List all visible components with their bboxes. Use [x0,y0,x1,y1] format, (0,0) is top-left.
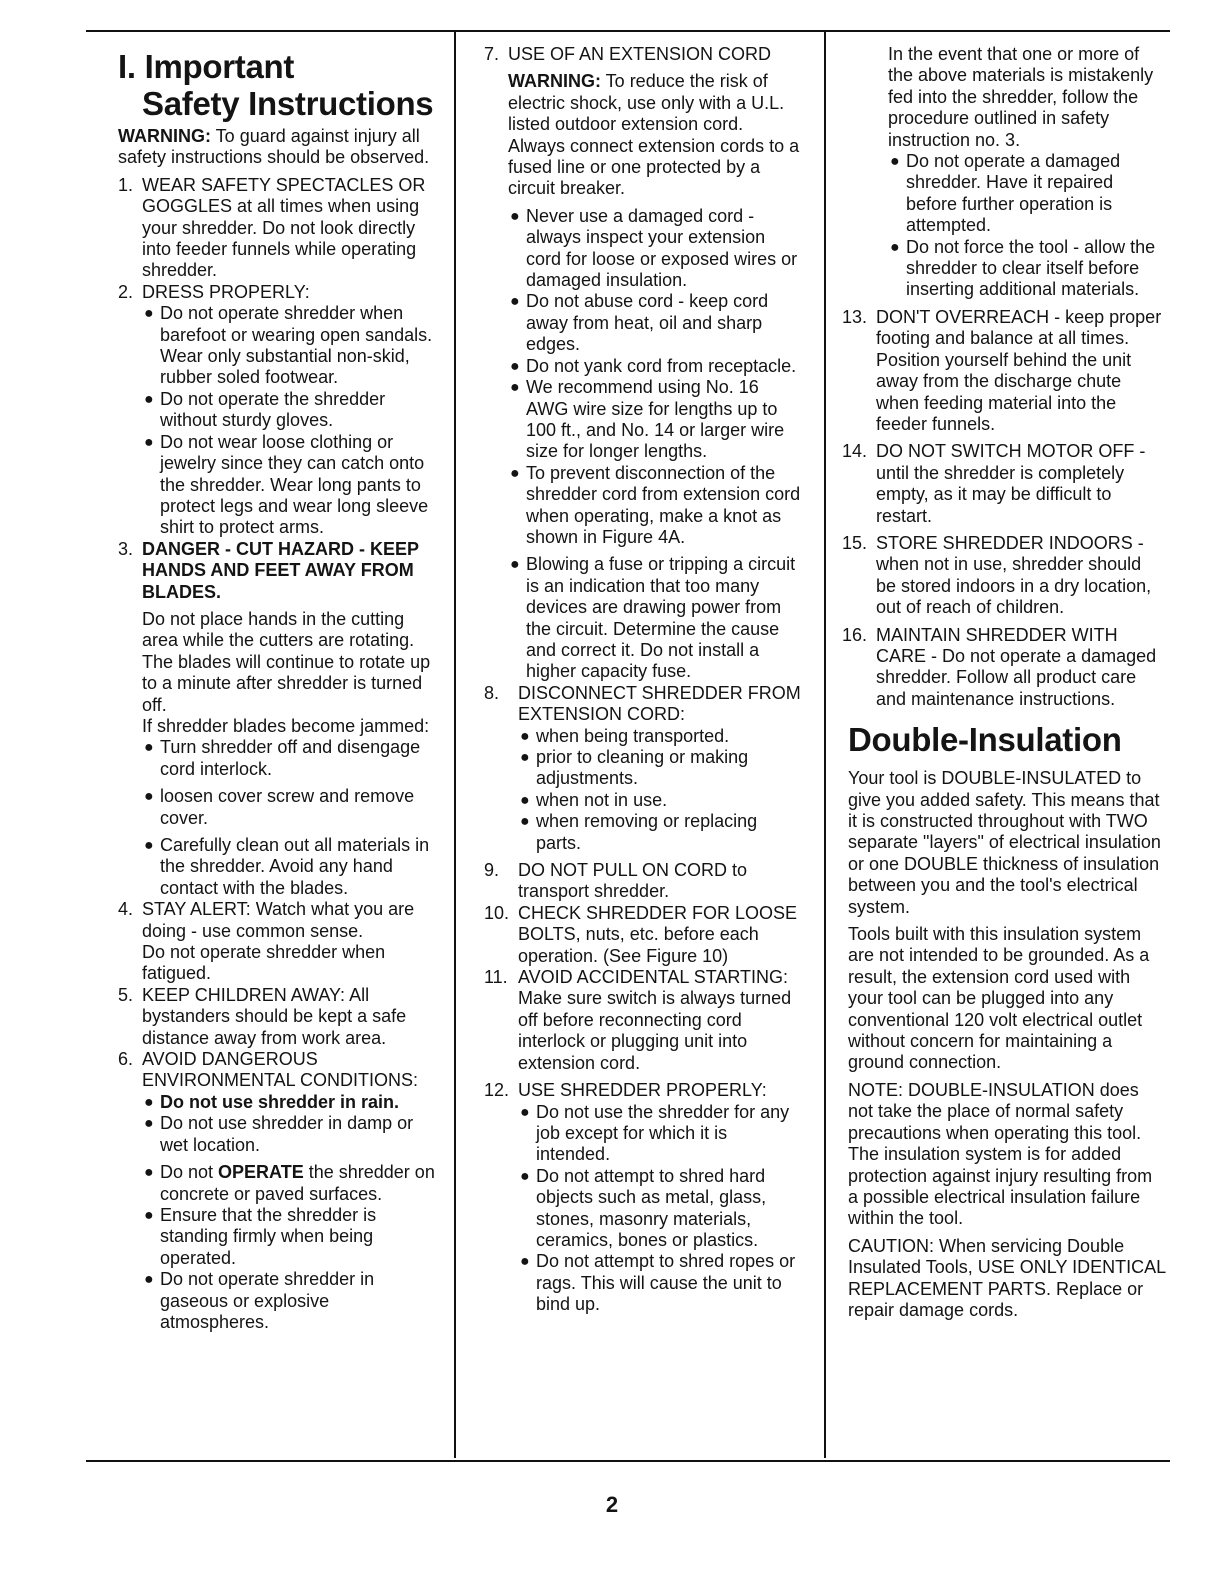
bullet-text: To prevent disconnection of the shredder cord from extension cord when operating, make a knot as shown in Figure 4A. [526,462,801,547]
item-number: 15. [842,532,868,553]
caution-paragraph: CAUTION: When servicing Double Insulated Tools, USE ONLY IDENTICAL REPLACEMENT PARTS. Replace or repair damage cords. [848,1235,1166,1320]
double-insulation-heading: Double-Insulation [848,721,1122,759]
paragraph: Do not operate shredder when fatigued. [142,942,386,984]
bullet: ● prior to cleaning or making adjustments. [520,747,749,789]
paragraph [508,71,804,199]
item-number: 7. [484,44,500,64]
title-line-1: I. Important [118,48,295,85]
bullet-text: Do not operate shredder when barefoot or wearing open sandals. Wear only substantial non-skid, rubber soled footwear. [160,303,433,388]
bullet-text: when not in use. [536,789,668,810]
instruction-6 [118,1049,440,1333]
item-number: 11. [484,967,508,988]
warning-text: To guard against injury all safety instructions should be observed. [118,126,430,168]
warning-intro [118,126,440,169]
bullet-text: Do not use shredder in damp or wet location. [160,1113,414,1155]
bullet: ● Do not operate shredder in gaseous or explosive atmospheres. [144,1269,375,1332]
bullet: ● Do not attempt to shred ropes or rags. This will cause the unit to bind up. [520,1251,796,1315]
warning-text: To reduce the risk of electric shock, use only with a U.L. listed outdoor extension cord. Always connect extension cords to a fused line or one protected by a circuit breaker. [508,71,800,199]
bullet-text: We recommend using No. 16 AWG wire size for lengths up to 100 ft., and No. 14 or larger wire size for longer lengths. [526,377,785,462]
bullet-text: Do not operate the shredder without sturdy gloves. [160,388,386,431]
bullet-text: Do not use the shredder for any job except for which it is intended. [536,1101,790,1165]
bullet-text: the shredder on concrete or paved surfaces. [160,1162,435,1204]
bullet: ● Do not operate shredder when barefoot or wearing open sandals. Wear only substantial non-skid, rubber soled footwear. [144,303,433,388]
paragraph: If shredder blades become jammed: [142,715,430,736]
bullet-text: Do not attempt to shred ropes or rags. This will cause the unit to bind up. [536,1251,796,1315]
instruction-10 [484,903,804,967]
item-number: 16. [842,624,868,645]
bullet-text: prior to cleaning or making adjustments. [536,747,749,789]
bullet: ● To prevent disconnection of the shredder cord from extension cord when operating, make a knot as shown in Figure 4A. [510,462,801,547]
bullet: ● We recommend using No. 16 AWG wire size for lengths up to 100 ft., and No. 14 or larger wire size for longer lengths. [510,377,785,462]
item-text: STORE SHREDDER INDOORS - when not in use, shredder should be stored indoors in a dry location, out of reach of children. [876,532,1152,618]
item-text: USE OF AN EXTENSION CORD [508,44,772,64]
column-1 [118,44,440,1333]
paragraph: In the event that one or more of the above materials is mistakenly fed into the shredder, follow the procedure outlined in safety instruction no. 3. [888,44,1154,150]
bullet: ● Turn shredder off and disengage cord interlock. [144,737,421,779]
item-number: 14. [842,441,868,462]
bullet-text: when being transported. [536,725,730,746]
bullet: ● Do not abuse cord - keep cord away from heat, oil and sharp edges. [510,291,769,355]
item-number: 6. [118,1049,134,1070]
bullet-text: Never use a damaged cord - always inspect your extension cord for loose or exposed wires or damaged insulation. [526,205,798,291]
item-text: STAY ALERT: Watch what you are doing - use common sense. [142,899,415,941]
instruction-8 [484,683,804,854]
item-text: DANGER - CUT HAZARD - KEEP HANDS AND FEET AWAY FROM BLADES. [142,538,419,602]
instruction-11 [484,967,804,1074]
bullet-text: Do not wear loose clothing or jewelry since they can catch onto the shredder. Wear long pants to protect legs and wear long sleeve shirt to protect arms. [160,431,429,538]
paragraph: Do not place hands in the cutting area while the cutters are rotating. The blades will continue to rotate up to a minute after shredder is turned off. [142,608,431,715]
bullet-text: Do not attempt to shred hard objects such as metal, glass, stones, masonry materials, ceramics, bones or plastics. [536,1165,767,1250]
warning-label: WARNING: [118,126,211,146]
bullet-text: Do not yank cord from receptacle. [526,355,797,376]
item-number: 10. [484,902,510,923]
bullet: ● Do not yank cord from receptacle. [510,355,797,376]
bullet: ● when not in use. [520,789,668,810]
instruction-5 [118,985,440,1049]
bullet: ● Do not use shredder in rain. [144,1091,400,1112]
item-text: DO NOT SWITCH MOTOR OFF - until the shredder is completely empty, as it may be difficult to restart. [876,441,1146,526]
continued-instruction-12 [842,44,1166,301]
bullet: ● when being transported. [520,725,730,746]
bullet-emphasis: OPERATE [218,1162,304,1183]
paragraph: Tools built with this insulation system are not intended to be grounded. As a result, the extension cord used with your tool can be plugged into any conventional 120 volt electrical outlet without concern for maintaining a ground connection. [848,924,1150,1073]
bullet: ● Carefully clean out all materials in the shredder. Avoid any hand contact with the blades. [144,835,430,898]
item-number: 9. [484,860,500,881]
section-title [118,48,440,122]
instruction-13 [842,307,1166,435]
instruction-14 [842,441,1166,527]
title-line-2: Safety Instructions [142,85,434,122]
item-text: DO NOT PULL ON CORD to transport shredder. [518,860,748,902]
bullet-text: Do not use shredder in rain. [160,1091,400,1112]
bullet-text: Ensure that the shredder is standing firmly when being operated. [160,1204,377,1268]
instruction-4 [118,899,440,985]
item-number: 3. [118,538,134,559]
column-2 [484,44,804,1316]
instruction-1 [118,175,440,282]
item-number: 2. [118,281,134,302]
item-number: 1. [118,174,134,195]
bullet-text: loosen cover screw and remove cover. [160,786,415,828]
item-number: 5. [118,984,134,1005]
item-number: 8. [484,682,500,703]
bullet: ● Never use a damaged cord - always inspect your extension cord for loose or exposed wires or damaged insulation. [510,205,798,291]
bullet: ● Do not use shredder in damp or wet location. [144,1113,414,1155]
instruction-16 [842,625,1166,711]
instruction-7 [484,44,804,683]
item-number: 13. [842,306,868,327]
bullet: ● when removing or replacing parts. [520,811,758,853]
item-text: USE SHREDDER PROPERLY: [518,1080,767,1101]
bullet-text: when removing or replacing parts. [536,811,758,853]
instruction-3 [118,539,440,900]
bullet-text: Do not operate shredder in gaseous or explosive atmospheres. [160,1269,375,1332]
bullet: ● Do not operate a damaged shredder. Have it repaired before further operation is attempted. [890,151,1121,236]
paragraph: Your tool is DOUBLE-INSULATED to give you added safety. This means that it is constructed throughout with TWO separate "layers" of electrical insulation or one DOUBLE thickness of insulation between you and the tool's electrical system. [848,768,1161,917]
column-divider-2 [824,30,826,1458]
bullet: ● Ensure that the shredder is standing firmly when being operated. [144,1204,377,1268]
bullet-text: Do not abuse cord - keep cord away from heat, oil and sharp edges. [526,291,769,355]
bullet-text: Blowing a fuse or tripping a circuit is an indication that too many devices are drawing power from the circuit. Determine the cause and correct it. Do not install a higher capacity fuse. [526,554,796,682]
bullet: ● loosen cover screw and remove cover. [144,786,415,828]
bullet-text: Do not [160,1162,219,1183]
column-3 [842,44,1166,1321]
item-number: 12. [484,1080,510,1101]
item-number: 4. [118,899,134,920]
warning-label: WARNING: [508,71,601,92]
item-text: AVOID DANGEROUS ENVIRONMENTAL CONDITIONS: [142,1049,419,1091]
bullet: ● Do not use the shredder for any job except for which it is intended. [520,1101,790,1165]
bullet-text: Carefully clean out all materials in the shredder. Avoid any hand contact with the blades. [160,835,430,898]
bullet: ● Do not attempt to shred hard objects such as metal, glass, stones, masonry materials, ceramics, bones or plastics. [520,1165,767,1250]
item-text: DON'T OVERREACH - keep proper footing and balance at all times. Position yourself behind the unit away from the discharge chute when feeding material into the feeder funnels. [876,306,1162,434]
instruction-2 [118,282,440,539]
bullet: ● Do not force the tool - allow the shredder to clear itself before inserting additional materials. [890,236,1156,300]
bullet: ● Do not wear loose clothing or jewelry since they can catch onto the shredder. Wear long pants to protect legs and wear long sleeve shirt to protect arms. [144,431,429,538]
item-text: WEAR SAFETY SPECTACLES OR GOGGLES at all times when using your shredder. Do not look directly into feeder funnels while operating shredder. [142,174,426,281]
instruction-15 [842,533,1166,619]
instruction-12 [484,1080,804,1315]
bullet: ● Do not operate the shredder without sturdy gloves. [144,388,386,431]
bullet-text: Do not operate a damaged shredder. Have it repaired before further operation is attempted. [906,151,1121,236]
bullet-text: Do not force the tool - allow the shredder to clear itself before inserting additional materials. [906,236,1156,300]
item-text: KEEP CHILDREN AWAY: All bystanders should be kept a safe distance away from work area. [142,984,407,1048]
bullet: ● Do not OPERATE the shredder on concrete or paved surfaces. [144,1162,435,1204]
instruction-9 [484,860,804,903]
note-paragraph: NOTE: DOUBLE-INSULATION does not take the place of normal safety precautions when operating this tool. The insulation system is for added protection against injury resulting from a possible electrical insulation failure within the tool. [848,1079,1153,1229]
column-divider-1 [454,30,456,1458]
page-number: 2 [605,1492,619,1517]
item-text: MAINTAIN SHREDDER WITH CARE - Do not operate a damaged shredder. Follow all product care and maintenance instructions. [876,624,1157,709]
item-text: AVOID ACCIDENTAL STARTING: Make sure switch is always turned off before reconnecting cord interlock or plugging unit into extension cord. [518,967,792,1073]
bullet-text: Turn shredder off and disengage cord interlock. [160,737,421,779]
item-text: DRESS PROPERLY: [142,281,310,302]
bullet: ● Blowing a fuse or tripping a circuit is an indication that too many devices are drawing power from the circuit. Determine the cause and correct it. Do not install a higher capacity fuse. [510,554,796,682]
item-text: CHECK SHREDDER FOR LOOSE BOLTS, nuts, etc. before each operation. (See Figure 10) [518,902,798,966]
item-text: DISCONNECT SHREDDER FROM EXTENSION CORD: [518,682,801,725]
